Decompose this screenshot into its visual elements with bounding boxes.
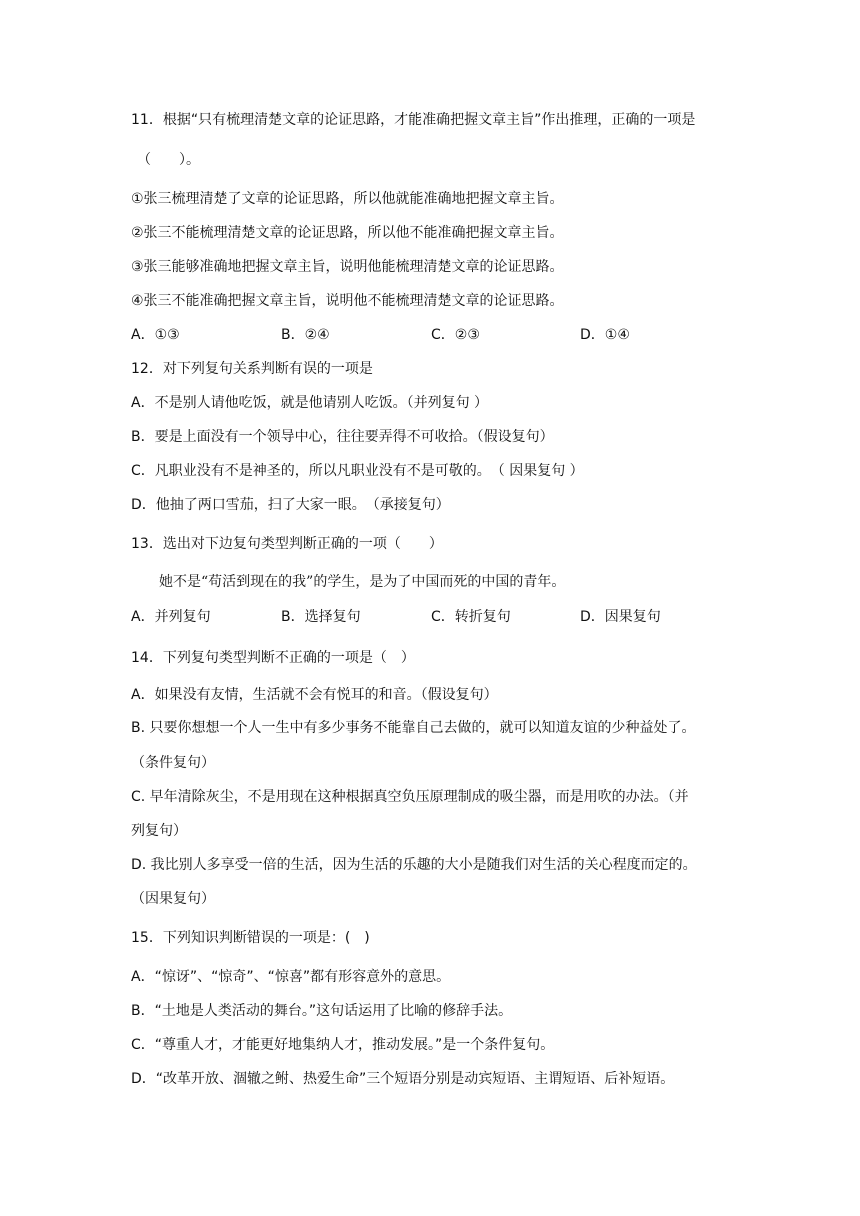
q14-option-d-tag: （因果复句） [131,891,215,907]
q12-option-b: B．要是上面没有一个领导中心，往往要弄得不可收拾。（假设复句） [131,429,554,445]
q11-item-4: ④张三不能准确把握文章主旨，说明他不能梳理清楚文章的论证思路。 [131,293,564,309]
q14-option-b: B. 只要你想想一个人一生中有多少事务不能靠自己去做的，就可以知道友谊的少种益处了。 [131,720,696,736]
q13-stem: 13．选出对下边复句类型判断正确的一项（ ） [131,536,443,552]
q11-stem-continuation: （ ）。 [137,152,200,168]
q14-option-c: C. 早年清除灰尘，不是用现在这种根据真空负压原理制成的吸尘器，而是用吹的办法。（并 [131,789,689,805]
q11-option-c: C．②③ [431,327,480,343]
q15-option-d: D．“改革开放、涸辙之鲋、热爱生命”三个短语分别是动宾短语、主谓短语、后补短语。 [131,1071,675,1087]
q12-option-d: D．他抽了两口雪茄，扫了大家一眼。 （承接复句） [131,497,450,513]
q13-option-d: D．因果复句 [580,609,661,625]
q11-option-a: A．①③ [131,327,180,343]
q11-stem: 11．根据“只有梳理清楚文章的论证思路，才能准确把握文章主旨”作出推理，正确的一项是 [131,112,696,128]
q15-option-a: A．“惊讶”、“惊奇”、“惊喜”都有形容意外的意思。 [131,969,451,985]
q13-quote: 她不是“苟活到现在的我”的学生，是为了中国而死的中国的青年。 [159,574,566,590]
q15-option-c: C．“尊重人才，才能更好地集纳人才，推动发展。”是一个条件复句。 [131,1037,555,1053]
q13-option-c: C．转折复句 [431,609,511,625]
q11-option-b: B．②④ [281,327,330,343]
q15-option-b: B．“土地是人类活动的舞台。”这句话运用了比喻的修辞手法。 [131,1003,513,1019]
q15-stem: 15．下列知识判断错误的一项是：( ) [131,930,370,946]
q11-option-d: D．①④ [580,327,630,343]
q11-item-3: ③张三能够准确地把握文章主旨，说明他能梳理清楚文章的论证思路。 [131,259,564,275]
q14-option-a: A．如果没有友情，生活就不会有悦耳的和音。（假设复句） [131,687,498,703]
q12-option-c: C．凡职业没有不是神圣的，所以凡职业没有不是可敬的。 （ 因果复句 ） [131,463,584,479]
q13-option-b: B．选择复句 [281,609,361,625]
q13-options [131,607,731,627]
q13-option-a: A．并列复句 [131,609,211,625]
q14-stem: 14．下列复句类型判断不正确的一项是（ ） [131,650,415,666]
q14-option-d: D. 我比别人多享受一倍的生活，因为生活的乐趣的大小是随我们对生活的关心程度而定的。 [131,857,697,873]
q12-option-a: A．不是别人请他吃饭，就是他请别人吃饭。（并列复句 ） [131,395,489,411]
q12-stem: 12．对下列复句关系判断有误的一项是 [131,361,373,377]
q11-item-2: ②张三不能梳理清楚文章的论证思路，所以他不能准确把握文章主旨。 [131,225,564,241]
q14-option-b-tag: （条件复句） [131,755,215,771]
q11-item-1: ①张三梳理清楚了文章的论证思路，所以他就能准确地把握文章主旨。 [131,191,564,207]
q11-options [131,325,731,345]
q14-option-c-tag: 列复句） [131,823,187,839]
